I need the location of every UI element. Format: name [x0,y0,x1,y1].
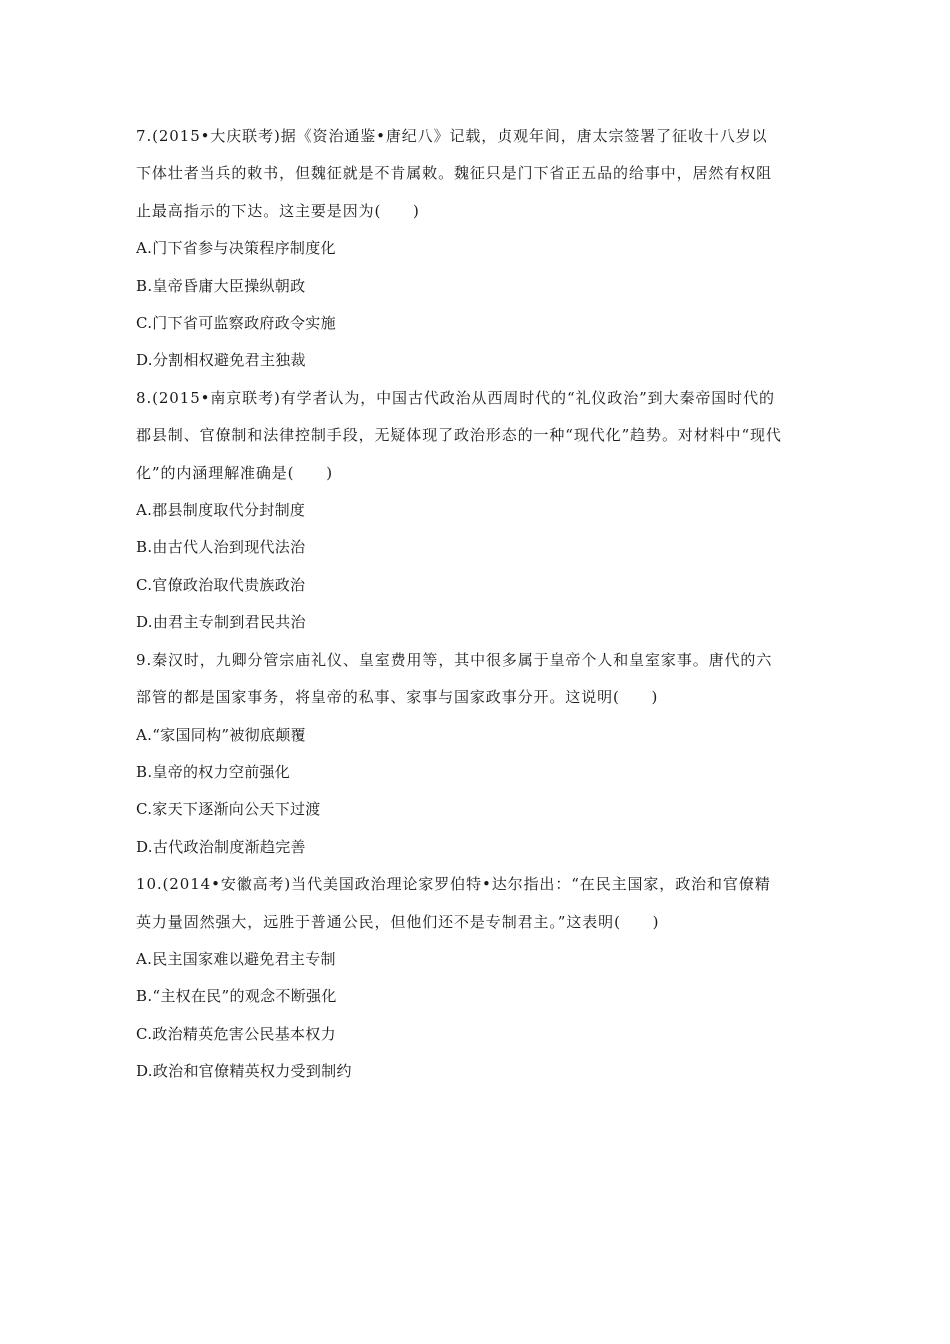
option-d: D.政治和官僚精英权力受到制约 [136,1062,352,1081]
option-c: C.官僚政治取代贵族政治 [136,575,306,594]
option-b: B.由古代人治到现代法治 [136,538,306,557]
question-stem-line: 8.(2015•南京联考)有学者认为，中国古代政治从西周时代的“礼仪政治”到大秦帝国时代的 [136,388,775,407]
option-a: A.“家国同构”被彻底颠覆 [136,725,306,744]
option-b: B.皇帝的权力空前强化 [136,762,291,781]
option-d: D.由君主专制到君民共治 [136,613,306,632]
question-stem-line: 10.(2014•安徽高考)当代美国政治理论家罗伯特•达尔指出：“在民主国家，政治和官僚精 [136,875,771,894]
option-c: C.政治精英危害公民基本权力 [136,1024,336,1043]
question-stem-line: 部管的都是国家事务，将皇帝的私事、家事与国家政事分开。这说明( ) [136,688,659,707]
question-stem-line: 下体壮者当兵的敕书，但魏征就是不肯属敕。魏征只是门下省正五品的给事中，居然有权阻 [136,164,773,183]
question-8 [136,380,816,642]
question-stem-line: 9.秦汉时，九卿分管宗庙礼仪、皇室费用等，其中很多属于皇帝个人和皇室家事。唐代的六 [136,650,773,669]
question-stem-line: 英力量固然强大，远胜于普通公民，但他们还不是专制君主。”这表明( ) [136,912,660,931]
option-a: A.门下省参与决策程序制度化 [136,239,336,258]
option-c: C.门下省可监察政府政令实施 [136,314,336,333]
question-7 [136,118,816,380]
option-b: B.“主权在民”的观念不断强化 [136,987,337,1006]
option-d: D.古代政治制度渐趋完善 [136,837,306,856]
question-stem-line: 7.(2015•大庆联考)据《资治通鉴•唐纪八》记载，贞观年间，唐太宗签署了征收十八岁以 [136,127,768,145]
option-c: C.家天下逐渐向公天下过渡 [136,800,321,819]
question-list [136,118,816,1091]
option-b: B.皇帝昏庸大臣操纵朝政 [136,276,306,295]
option-a: A.郡县制度取代分封制度 [136,501,306,520]
option-d: D.分割相权避免君主独裁 [136,351,306,370]
question-9 [136,642,816,866]
question-stem-line: 止最高指示的下达。这主要是因为( ) [136,201,420,220]
question-stem-line: 化”的内涵理解准确是( ) [136,463,333,482]
question-stem-line: 郡县制、官僚制和法律控制手段，无疑体现了政治形态的一种“现代化”趋势。对材料中“现代 [136,426,782,445]
option-a: A.民主国家难以避免君主专制 [136,949,336,968]
question-10 [136,866,816,1090]
